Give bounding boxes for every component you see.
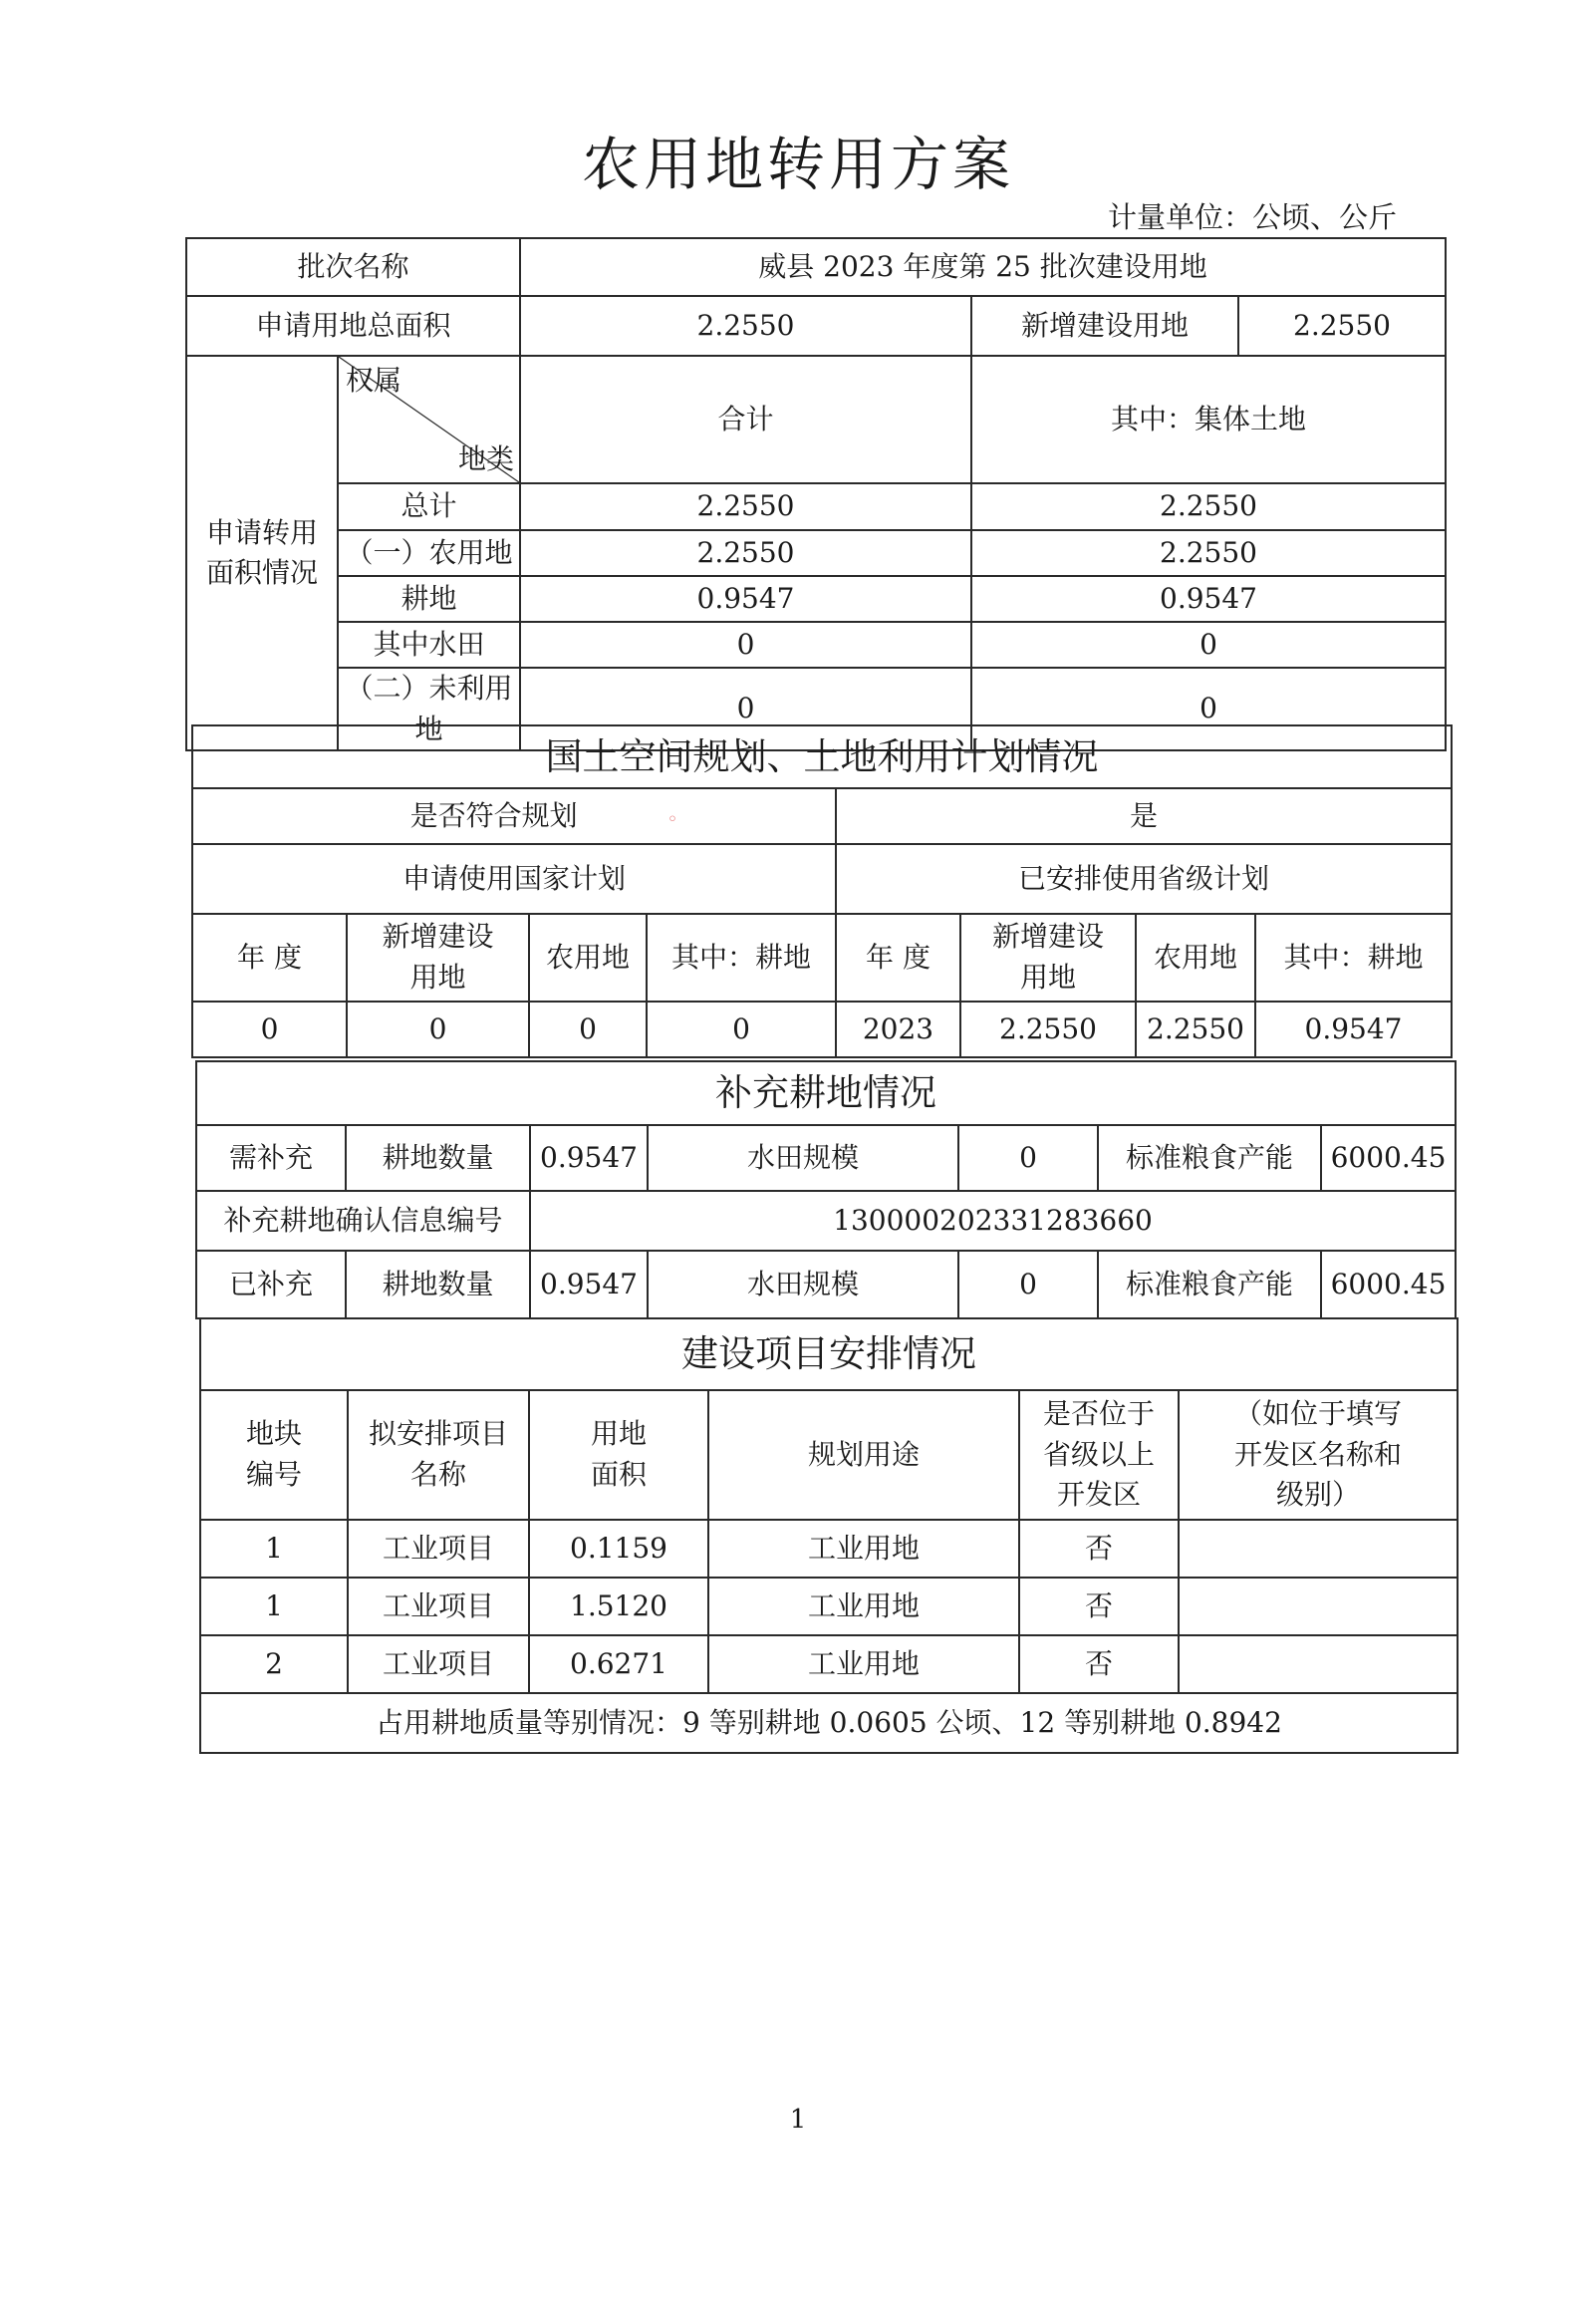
project-use: 工业用地 [708, 1578, 1019, 1635]
page-number: 1 [789, 2105, 807, 2135]
need-grain-label: 标准粮食产能 [1098, 1125, 1321, 1191]
project-row [200, 1520, 1458, 1578]
project-row [200, 1578, 1458, 1635]
project-area: 0.6271 [529, 1635, 708, 1693]
provincial-plan-label: 已安排使用省级计划 [836, 844, 1452, 914]
provincial-new-construction: 2.2550 [960, 1002, 1136, 1057]
row-total: 2.2550 [520, 530, 971, 576]
need-paddy: 0 [958, 1125, 1098, 1191]
row-collective: 0 [971, 622, 1446, 668]
projects-table [199, 1317, 1459, 1754]
projects-section-title: 建设项目安排情况 [200, 1318, 1458, 1390]
conversion-row [186, 530, 1446, 576]
done-quantity: 0.9547 [530, 1251, 648, 1318]
national-year: 0 [192, 1002, 347, 1057]
done-grain: 6000.45 [1321, 1251, 1456, 1318]
national-col-farmland: 农用地 [529, 914, 647, 1002]
col-in-zone [1019, 1390, 1179, 1520]
national-new-construction: 0 [347, 1002, 529, 1057]
new-construction-value: 2.2550 [1238, 296, 1446, 356]
col-total-header: 合计 [520, 356, 971, 483]
national-plan-label: 申请使用国家计划 [192, 844, 836, 914]
done-paddy-label: 水田规模 [648, 1251, 958, 1318]
col-collective-header: 其中：集体土地 [971, 356, 1446, 483]
national-col-new-construction-text: 新增建设用地 [382, 920, 494, 994]
provincial-col-farmland: 农用地 [1136, 914, 1255, 1002]
col-use: 规划用途 [708, 1390, 1019, 1520]
row-collective: 0.9547 [971, 576, 1446, 622]
provincial-col-new-construction-text: 新增建设用地 [991, 920, 1104, 994]
row-label: （二）未利用地 [338, 668, 520, 750]
row-label: （一）农用地 [338, 530, 520, 576]
col-project-name-text: 拟安排项目名称 [368, 1417, 508, 1491]
project-in-zone: 否 [1019, 1578, 1179, 1635]
conversion-row [186, 576, 1446, 622]
row-collective: 0 [971, 668, 1446, 750]
project-use: 工业用地 [708, 1520, 1019, 1578]
measurement-unit: 计量单位：公顷、公斤 [1107, 200, 1397, 234]
project-zone [1179, 1635, 1458, 1693]
done-paddy: 0 [958, 1251, 1098, 1318]
batch-name-value: 威县 2023 年度第 25 批次建设用地 [520, 238, 1446, 296]
project-area: 0.1159 [529, 1520, 708, 1578]
national-cultivated: 0 [647, 1002, 836, 1057]
project-zone [1179, 1520, 1458, 1578]
done-label: 已补充 [196, 1251, 346, 1318]
need-paddy-label: 水田规模 [648, 1125, 958, 1191]
total-area-label: 申请用地总面积 [186, 296, 520, 356]
row-label: 其中水田 [338, 622, 520, 668]
supplement-table [195, 1060, 1457, 1319]
red-stamp-mark: ◦ [666, 808, 678, 830]
document-title: 农用地转用方案 [581, 131, 1014, 198]
national-col-new-construction [347, 914, 529, 1002]
row-total: 0 [520, 622, 971, 668]
plot-no: 2 [200, 1635, 348, 1693]
col-plot-no [200, 1390, 348, 1520]
provincial-col-cultivated: 其中：耕地 [1255, 914, 1452, 1002]
conform-label: 是否符合规划 [409, 798, 578, 832]
project-row [200, 1635, 1458, 1693]
new-construction-label: 新增建设用地 [971, 296, 1238, 356]
plot-no: 1 [200, 1578, 348, 1635]
row-collective: 2.2550 [971, 530, 1446, 576]
planning-table [191, 724, 1453, 1058]
project-name: 工业项目 [348, 1635, 529, 1693]
col-plot-no-text: 地块编号 [245, 1417, 302, 1491]
confirm-id-label: 补充耕地确认信息编号 [196, 1191, 530, 1251]
need-quantity-label: 耕地数量 [346, 1125, 530, 1191]
project-use: 工业用地 [708, 1635, 1019, 1693]
done-grain-label: 标准粮食产能 [1098, 1251, 1321, 1318]
provincial-cultivated: 0.9547 [1255, 1002, 1452, 1057]
done-quantity-label: 耕地数量 [346, 1251, 530, 1318]
batch-name-label: 批次名称 [186, 238, 520, 296]
planning-data-row [192, 1002, 1452, 1057]
supplement-section-title: 补充耕地情况 [196, 1061, 1456, 1125]
col-area-text: 用地面积 [590, 1417, 647, 1491]
plot-no: 1 [200, 1520, 348, 1578]
total-area-value: 2.2550 [520, 296, 971, 356]
national-farmland: 0 [529, 1002, 647, 1057]
need-row [196, 1125, 1456, 1191]
project-in-zone: 否 [1019, 1520, 1179, 1578]
diagonal-header-cell [338, 356, 520, 483]
need-quantity: 0.9547 [530, 1125, 648, 1191]
conversion-row [186, 622, 1446, 668]
need-label: 需补充 [196, 1125, 346, 1191]
need-grain: 6000.45 [1321, 1125, 1456, 1191]
planning-section-title: 国土空间规划、土地利用计划情况 [192, 725, 1452, 788]
row-label: 总计 [338, 483, 520, 530]
row-total: 0.9547 [520, 576, 971, 622]
quality-note: 占用耕地质量等别情况：9 等别耕地 0.0605 公顷、12 等别耕地 0.8942 [200, 1693, 1458, 1753]
col-in-zone-text: 是否位于省级以上开发区 [1042, 1397, 1155, 1512]
conversion-section-label-text: 申请转用面积情况 [205, 515, 318, 590]
conversion-row [186, 483, 1446, 530]
row-total: 2.2550 [520, 483, 971, 530]
project-area: 1.5120 [529, 1578, 708, 1635]
done-row [196, 1251, 1456, 1318]
confirm-id-value: 130000202331283660 [530, 1191, 1456, 1251]
conform-label-cell [192, 788, 836, 844]
national-col-year: 年 度 [192, 914, 347, 1002]
project-name: 工业项目 [348, 1520, 529, 1578]
project-in-zone: 否 [1019, 1635, 1179, 1693]
header-ownership: 权属 [346, 364, 402, 397]
national-col-cultivated: 其中：耕地 [647, 914, 836, 1002]
header-land-type: 地类 [458, 442, 515, 476]
row-collective: 2.2550 [971, 483, 1446, 530]
col-area [529, 1390, 708, 1520]
col-zone-note-text: （如位于填写开发区名称和级别） [1233, 1397, 1402, 1512]
col-zone-note [1179, 1390, 1458, 1520]
project-name: 工业项目 [348, 1578, 529, 1635]
row-total: 0 [520, 668, 971, 750]
conform-value: 是 [836, 788, 1452, 844]
row-label: 耕地 [338, 576, 520, 622]
col-project-name [348, 1390, 529, 1520]
provincial-col-year: 年 度 [836, 914, 960, 1002]
conversion-section-label [186, 356, 338, 750]
project-zone [1179, 1578, 1458, 1635]
provincial-year: 2023 [836, 1002, 960, 1057]
provincial-farmland: 2.2550 [1136, 1002, 1255, 1057]
conversion-table [185, 237, 1447, 751]
provincial-col-new-construction [960, 914, 1136, 1002]
